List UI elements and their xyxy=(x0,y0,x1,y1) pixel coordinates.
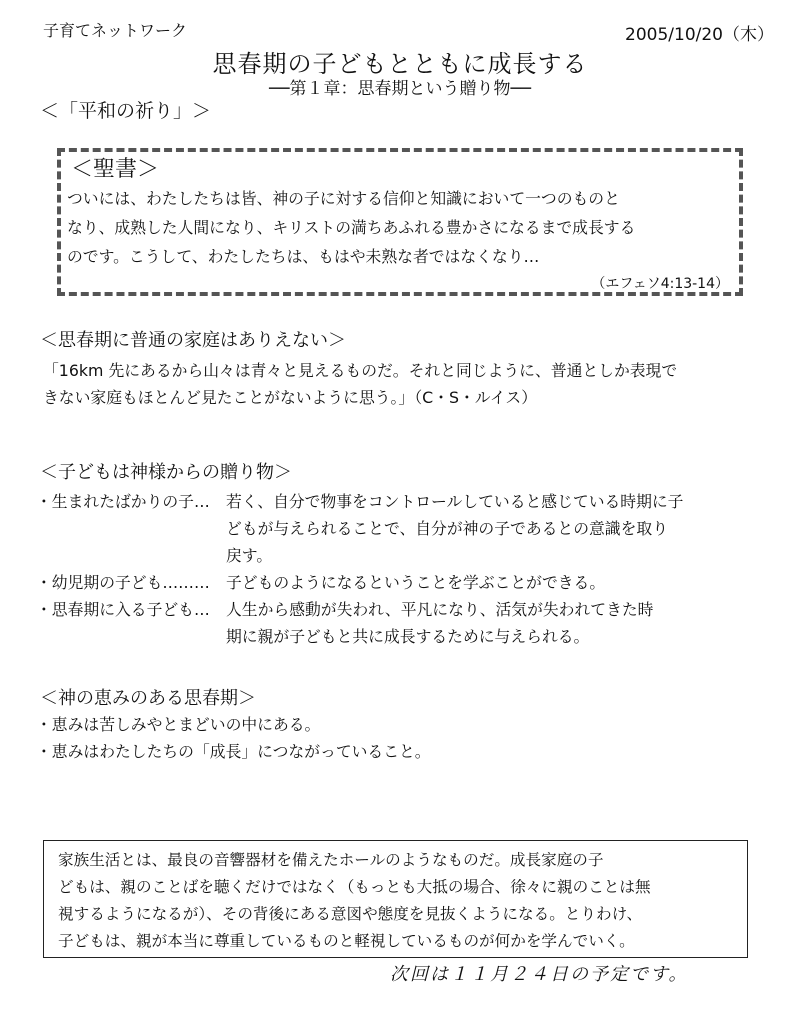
list-item-text: 戻す。 xyxy=(226,546,273,565)
quote-box-line: 家族生活とは、最良の音響器材を備えたホールのようなものだ。成長家庭の子 xyxy=(58,851,604,869)
section-heading-ordinary-family: ＜思春期に普通の家庭はありえない＞ xyxy=(40,330,346,351)
family-life-quote-box xyxy=(43,840,748,958)
list-item-text: 期に親が子どもと共に成長するために与えられる。 xyxy=(226,627,590,646)
list-item: ・恵みはわたしたちの「成長」につながっていること。 xyxy=(36,742,431,761)
page-title: 思春期の子どもとともに成長する xyxy=(212,50,588,78)
scripture-line: ついには、わたしたちは皆、神の子に対する信仰と知識において一つのものと xyxy=(67,189,620,208)
scripture-box xyxy=(57,148,743,296)
list-item-text: 若く、自分で物事をコントロールしていると感じている時期に子 xyxy=(226,492,684,511)
quote-line: きない家庭もほとんど見たことがないように思う。」（C・S・ルイス） xyxy=(43,388,538,407)
prayer-heading: ＜「平和の祈り」＞ xyxy=(40,100,212,122)
quote-box-line: どもは、親のことばを聴くだけではなく（もっとも大抵の場合、徐々に親のことは無 xyxy=(58,878,651,896)
quote-box-line: 子どもは、親が本当に尊重しているものと軽視しているものが何かを学んでいく。 xyxy=(58,932,635,950)
scripture-heading: ＜聖書＞ xyxy=(71,157,160,182)
organization-name: 子育てネットワーク xyxy=(43,21,188,40)
scripture-reference: （エフェソ4:13-14） xyxy=(591,276,729,292)
list-item-label: ・思春期に入る子ども… xyxy=(36,600,210,619)
page-subtitle: ──第１章：思春期という贈り物── xyxy=(269,79,531,99)
quote-line: 「16km 先にあるから山々は青々と見えるものだ。それと同じように、普通としか表現で xyxy=(43,361,678,380)
section-heading-gift-from-god: ＜子どもは神様からの贈り物＞ xyxy=(40,462,292,483)
scripture-line: のです。こうして、わたしたちは、もはや未熟な者ではなくなり… xyxy=(67,247,540,266)
list-item: ・恵みは苦しみやとまどいの中にある。 xyxy=(36,715,321,734)
next-meeting-notice: 次回は１１月２４日の予定です。 xyxy=(390,964,689,985)
list-item-text: どもが与えられることで、自分が神の子であるとの意識を取り xyxy=(226,519,668,538)
list-item-label: ・幼児期の子ども……… xyxy=(36,573,210,592)
quote-box-line: 視するようになるが）、その背後にある意図や態度を見抜くようになる。とりわけ、 xyxy=(58,905,643,923)
list-item-text: 子どものようになるということを学ぶことができる。 xyxy=(226,573,606,592)
document-date: 2005/10/20（木） xyxy=(625,25,774,45)
list-item-label: ・生まれたばかりの子… xyxy=(36,492,210,511)
scripture-line: なり、成熟した人間になり、キリストの満ちあふれる豊かさになるまで成長する xyxy=(67,218,636,237)
list-item-text: 人生から感動が失われ、平凡になり、活気が失われてきた時 xyxy=(226,600,654,619)
section-heading-grace: ＜神の恵みのある思春期＞ xyxy=(40,688,256,709)
